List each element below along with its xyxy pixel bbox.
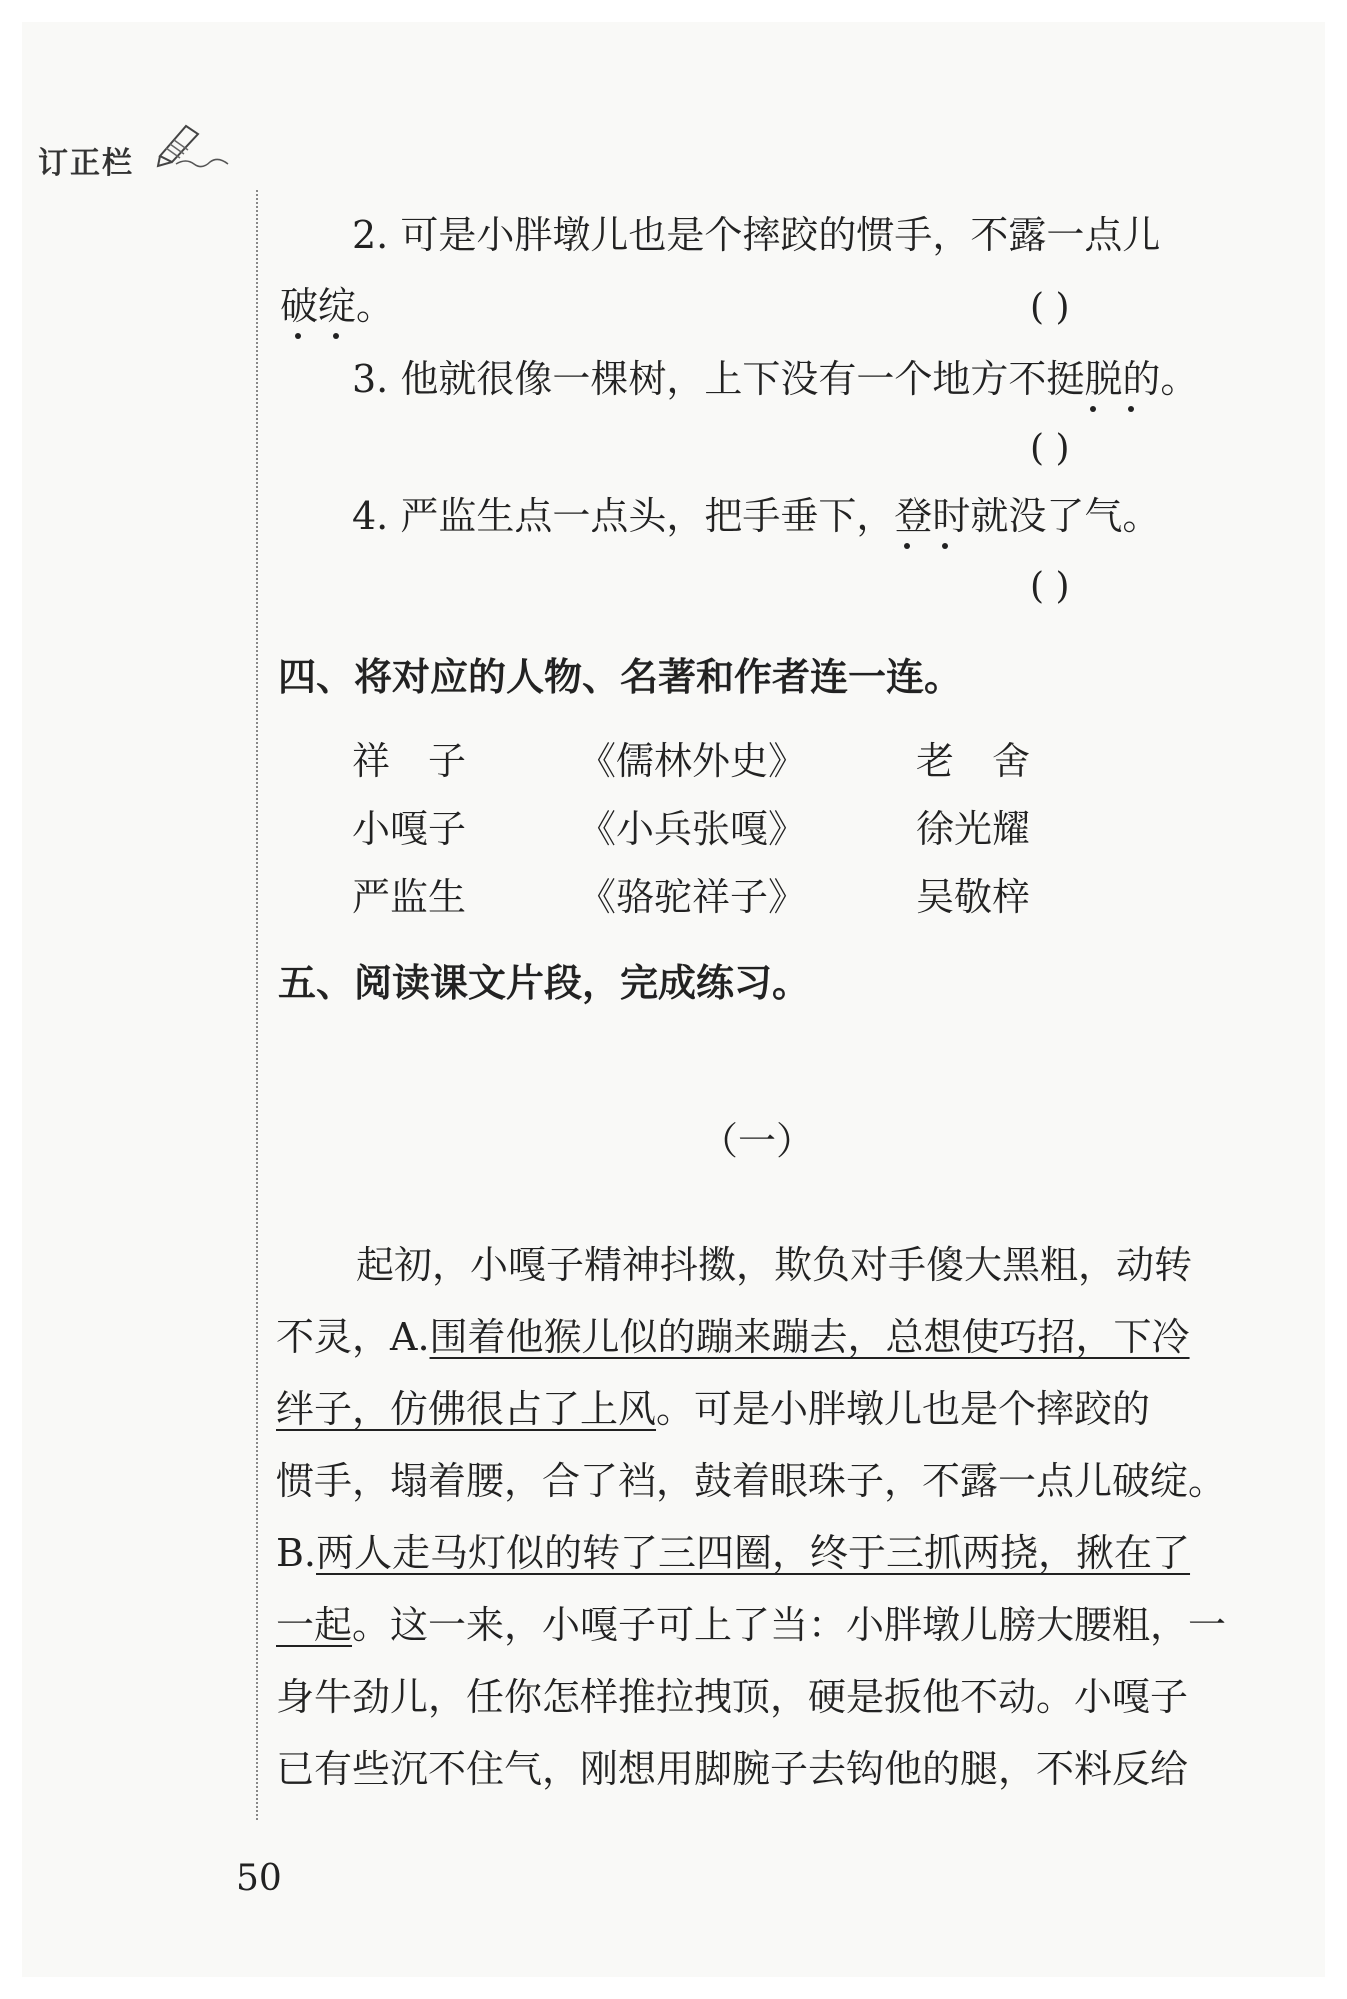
- passage-text: 起初，小嘎子精神抖擞，欺负对手傻大黑粗，动转: [280, 1243, 1193, 1287]
- emphasis-dot: [942, 543, 948, 549]
- emphasis-dot: [295, 333, 301, 339]
- passage-line: [276, 1675, 1189, 1719]
- passage-text: 惯手，塌着腰，合了裆，鼓着眼珠子，不露一点儿破绽。: [276, 1459, 1227, 1503]
- passage-text: B.: [276, 1531, 317, 1575]
- pencil-icon: [156, 118, 236, 168]
- passage-number: （一）: [700, 1119, 815, 1163]
- author-3[interactable]: 吴敬梓: [916, 875, 1031, 919]
- item-4-line1: 4. 严监生点一点头，把手垂下，登时就没了气。: [352, 494, 1161, 538]
- passage-text: 。这一来，小嘎子可上了当：小胖墩儿膀大腰粗，一: [352, 1603, 1227, 1647]
- underlined-text: 围着他猴儿似的蹦来蹦去，总想使巧招，下冷: [429, 1315, 1190, 1359]
- passage-text: 已有些沉不住气，刚想用脚腕子去钩他的腿，不料反给: [276, 1747, 1189, 1791]
- item-3-line1: 3. 他就很像一棵树，上下没有一个地方不挺脱的。: [352, 357, 1199, 401]
- passage-line: [276, 1387, 1151, 1431]
- answer-blank[interactable]: ( ): [1030, 428, 1070, 469]
- underlined-text: 绊子，仿佛很占了上风: [276, 1387, 657, 1431]
- page-number: 50: [236, 1858, 282, 1899]
- author-2[interactable]: 徐光耀: [916, 807, 1031, 851]
- correction-column-label: 订正栏: [38, 146, 134, 181]
- item-2-line2: 破绽。: [280, 284, 395, 328]
- author-1[interactable]: 老 舍: [916, 739, 1031, 783]
- underlined-text: 一起: [276, 1603, 353, 1647]
- character-3[interactable]: 严监生: [352, 875, 467, 919]
- character-1[interactable]: 祥 子: [352, 739, 467, 783]
- section-5-title: 五、阅读课文片段，完成练习。: [278, 961, 811, 1005]
- emphasis-dot: [333, 333, 339, 339]
- passage-line: [276, 1747, 1189, 1791]
- passage-line: [276, 1531, 1191, 1575]
- emphasis-dot: [904, 543, 910, 549]
- passage-line: [276, 1603, 1227, 1647]
- passage-line: [276, 1459, 1227, 1503]
- book-1[interactable]: 《儒林外史》: [578, 739, 807, 783]
- section-4-title: 四、将对应的人物、名著和作者连一连。: [278, 655, 963, 699]
- character-2[interactable]: 小嘎子: [352, 807, 467, 851]
- answer-blank[interactable]: ( ): [1030, 287, 1070, 328]
- passage-line: [276, 1315, 1190, 1359]
- item-2-line1: 2. 可是小胖墩儿也是个摔跤的惯手，不露一点儿: [352, 213, 1161, 257]
- passage-text: 不灵，A.: [276, 1315, 430, 1359]
- emphasis-dot: [1090, 406, 1096, 412]
- passage-text: 。可是小胖墩儿也是个摔跤的: [656, 1387, 1151, 1431]
- book-3[interactable]: 《骆驼祥子》: [578, 875, 807, 919]
- passage-text: 身牛劲儿，任你怎样推拉拽顶，硬是扳他不动。小嘎子: [276, 1675, 1189, 1719]
- underlined-text: 两人走马灯似的转了三四圈，终于三抓两挠，揪在了: [316, 1531, 1191, 1575]
- book-2[interactable]: 《小兵张嘎》: [578, 807, 807, 851]
- emphasis-dot: [1128, 406, 1134, 412]
- passage-line: [280, 1243, 1193, 1287]
- answer-blank[interactable]: ( ): [1030, 566, 1070, 607]
- margin-divider: [256, 190, 258, 1820]
